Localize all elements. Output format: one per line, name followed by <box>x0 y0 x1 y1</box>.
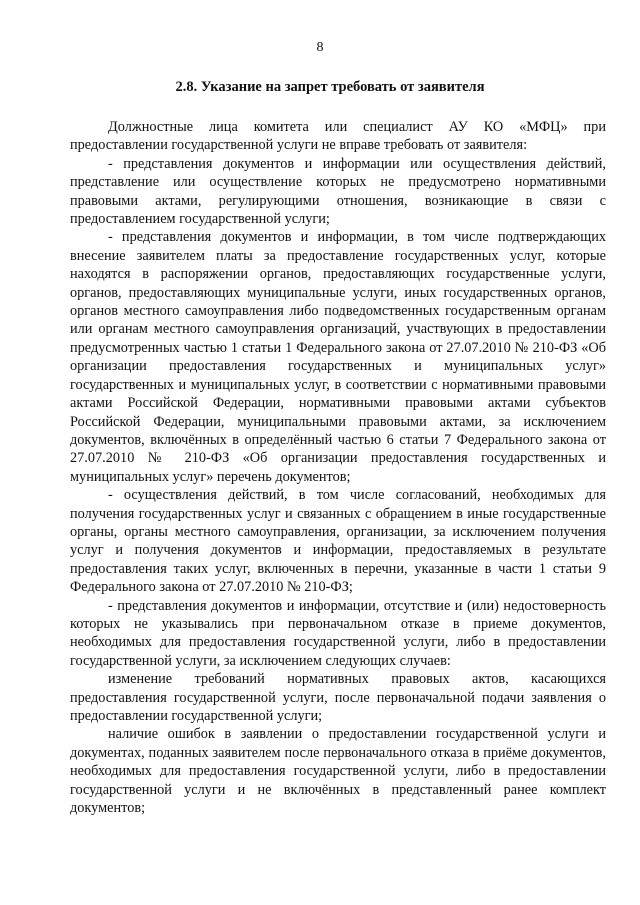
section-heading: 2.8. Указание на запрет требовать от заявителя <box>175 79 485 95</box>
paragraph-item-2: - представления документов и информации, в том числе подтверждающих внесение заявителем платы за предоставление государственных услуг, которые находятся в распоряжении органов, предоставляющих государственные услуги, органов, предоставляющих муниципальные услуги, иных государственных органов, органов местного самоуправления либо подведомственных государственным органам или органам местного самоуправления организаций, участвующих в предоставлении предусмотренных частью 1 статьи 1 Федерального закона от 27.07.2010 № 210-ФЗ «Об организации предоставления государственных и муниципальных услуг» государственных и муниципальных услуг, в соответствии с нормативными правовыми актами Российской Федерации, нормативными правовыми актами субъектов Российской Федерации, муниципальными правовыми актами, за исключением документов, включённых в определённый частью 6 статьи 7 Федерального закона от 27.07.2010 № 210-ФЗ «Об организации предоставления государственных и муниципальных услуг» перечень документов; <box>70 229 606 485</box>
body-text <box>70 118 606 817</box>
paragraph-item-3: - осуществления действий, в том числе согласований, необходимых для получения государственных услуг и связанных с обращением в иные государственные органы, органы местного самоуправления, организации, за исключением получения услуг и получения документов и информации, предоставляемых в результате предоставления таких услуг, включенных в перечни, указанные в части 1 статьи 9 Федерального закона от 27.07.2010 № 210-ФЗ; <box>70 487 606 596</box>
paragraph-item-4: - представления документов и информации, отсутствие и (или) недостоверность которых не указывались при первоначальном отказе в приеме документов, необходимых для предоставления государственной услуги, либо в предоставлении государственной услуги, за исключением следующих случаев: <box>70 597 606 669</box>
page-number: 8 <box>316 40 324 55</box>
paragraph-case-1: изменение требований нормативных правовых актов, касающихся предоставления государственной услуги, после первоначальной подачи заявления о предоставлении государственной услуги; <box>70 671 606 724</box>
paragraph-case-2: наличие ошибок в заявлении о предоставлении государственной услуги и документах, поданных заявителем после первоначального отказа в приёме документов, необходимых для предоставления государственной услуги, либо в предоставлении государственной услуги и не включённых в представленный ранее комплект документов; <box>70 726 606 817</box>
paragraph-item-1: - представления документов и информации или осуществления действий, представление или осуществление которых не предусмотрено нормативными правовыми актами, регулирующими отношения, возникающие в связи с предоставлением государственной услуги; <box>70 155 606 228</box>
paragraph-intro: Должностные лица комитета или специалист АУ КО «МФЦ» при предоставлении государственной услуги не вправе требовать от заявителя: <box>70 119 606 154</box>
